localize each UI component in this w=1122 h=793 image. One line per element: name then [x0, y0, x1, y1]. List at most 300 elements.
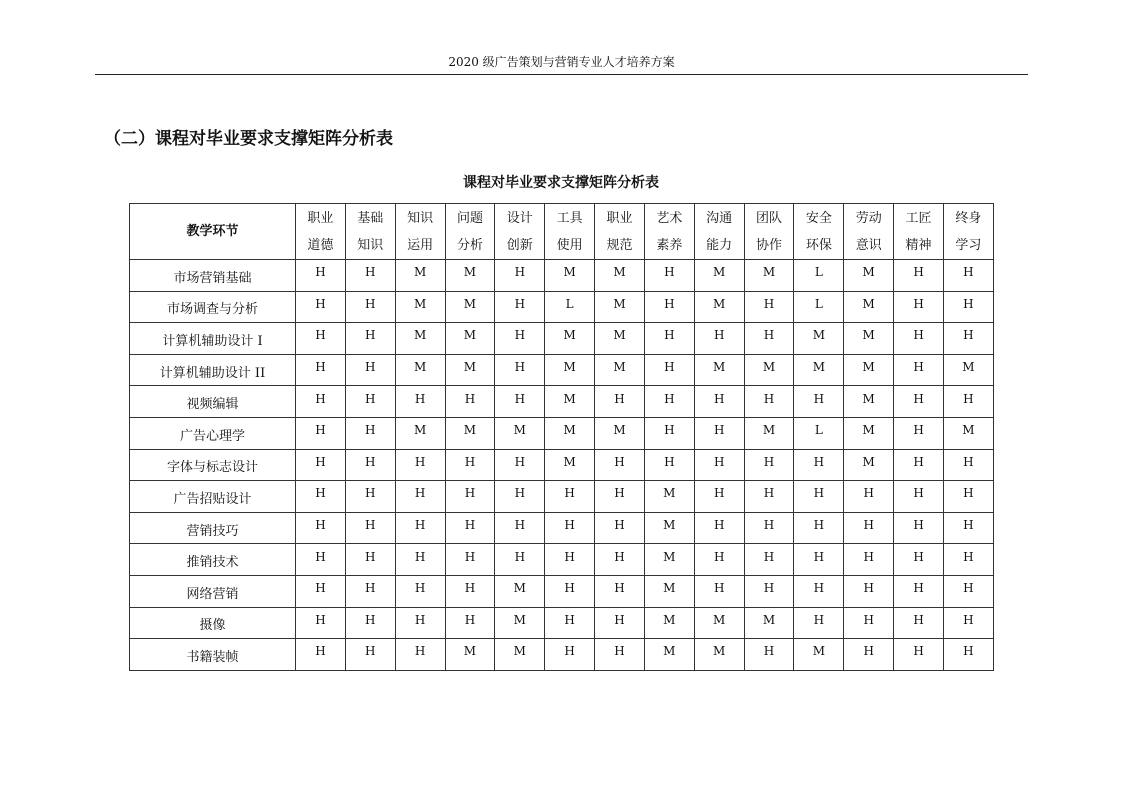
support-level-cell [844, 417, 894, 449]
support-level-cell [794, 260, 844, 292]
table-caption: 课程对毕业要求支撑矩阵分析表 [463, 175, 659, 191]
column-header-line: 意识 [855, 237, 882, 253]
support-level-cell [395, 323, 445, 355]
support-level: H [813, 518, 825, 533]
support-level-cell [644, 607, 694, 639]
support-level-cell [595, 575, 645, 607]
support-level: H [315, 612, 326, 627]
support-level: M [812, 360, 825, 375]
support-level-cell [345, 323, 395, 355]
support-level-cell [943, 639, 993, 671]
column-header-line: 问题 [456, 210, 483, 226]
support-level-cell [943, 354, 993, 386]
support-level-cell [296, 354, 346, 386]
support-level: H [963, 486, 974, 501]
table-body [130, 260, 994, 671]
support-level-cell [844, 575, 894, 607]
table-row [130, 575, 994, 607]
column-header-line: 创新 [506, 237, 533, 253]
support-level-cell [894, 481, 944, 513]
support-level: M [663, 486, 676, 501]
support-level: H [963, 391, 974, 406]
support-level: L [814, 296, 823, 311]
support-level-cell [296, 417, 346, 449]
support-level-cell [644, 260, 694, 292]
support-level-cell [644, 323, 694, 355]
column-header [894, 204, 944, 260]
support-level-cell [644, 291, 694, 323]
support-level: M [762, 265, 776, 280]
support-level-cell [694, 512, 744, 544]
column-header-line: 学习 [955, 237, 982, 253]
support-level-cell [545, 417, 595, 449]
support-level: M [713, 360, 726, 375]
support-level: H [963, 265, 974, 280]
support-level-cell [644, 575, 694, 607]
support-level: H [614, 644, 625, 659]
support-level-cell [345, 417, 395, 449]
column-header-line: 精神 [905, 237, 932, 253]
support-level: H [664, 296, 675, 311]
support-level-cell [744, 449, 794, 481]
support-level: H [564, 549, 575, 564]
support-level: M [613, 265, 626, 280]
table-row [130, 417, 994, 449]
support-level: H [813, 391, 825, 406]
support-level: M [463, 423, 477, 438]
support-level: H [913, 581, 924, 596]
column-header [694, 204, 744, 260]
support-level: H [614, 612, 625, 627]
support-level: H [614, 486, 625, 501]
column-header-line: 知识 [357, 237, 384, 253]
support-level: H [514, 549, 526, 564]
support-level: H [713, 391, 725, 406]
column-header-line: 工具 [556, 210, 583, 226]
table-row [130, 607, 994, 639]
support-level-cell [495, 354, 545, 386]
support-level: H [365, 612, 376, 627]
support-level-cell [744, 544, 794, 576]
support-level: H [564, 518, 575, 533]
support-level: H [464, 486, 476, 501]
support-level-cell [545, 323, 595, 355]
support-level: H [713, 486, 725, 501]
course-name: 广告心理学 [179, 428, 245, 444]
support-level-cell [943, 607, 993, 639]
support-level-cell [694, 449, 744, 481]
support-level: H [365, 581, 376, 596]
support-level-cell [345, 291, 395, 323]
support-level-cell [844, 354, 894, 386]
support-level: H [913, 391, 924, 406]
support-level: H [564, 486, 575, 501]
support-level-cell [744, 386, 794, 418]
support-level: H [315, 423, 326, 438]
support-level: M [713, 644, 726, 659]
support-level-cell [495, 481, 545, 513]
column-header-line: 道德 [307, 237, 334, 253]
support-level: H [614, 518, 625, 533]
support-level-cell [794, 481, 844, 513]
support-level-cell [395, 544, 445, 576]
column-header-line: 设计 [506, 210, 533, 226]
support-level: H [913, 486, 924, 501]
column-header [296, 204, 346, 260]
support-level: H [664, 328, 675, 343]
support-level-cell [395, 575, 445, 607]
support-level: H [514, 328, 526, 343]
column-header [943, 204, 993, 260]
support-level: H [464, 612, 476, 627]
support-level: M [862, 265, 875, 280]
column-header [844, 204, 894, 260]
course-name-cell [130, 323, 296, 355]
support-level: H [963, 328, 974, 343]
table-row [130, 386, 994, 418]
support-level: M [513, 644, 526, 659]
support-level: H [315, 454, 326, 469]
table-row [130, 323, 994, 355]
support-level-cell [694, 386, 744, 418]
support-level: H [514, 265, 526, 280]
support-level: H [913, 423, 924, 438]
support-level: M [463, 328, 477, 343]
support-level: H [813, 581, 825, 596]
support-level-cell [545, 449, 595, 481]
support-level-cell [694, 417, 744, 449]
support-level: M [463, 360, 477, 375]
support-level: M [613, 328, 626, 343]
column-header-line: 艺术 [656, 210, 683, 226]
course-name: 营销技巧 [186, 523, 239, 539]
course-name-cell [130, 291, 296, 323]
course-name-cell [130, 417, 296, 449]
support-level: H [913, 328, 924, 343]
support-level-cell [395, 386, 445, 418]
support-level: H [863, 518, 874, 533]
support-level: L [814, 265, 823, 280]
support-level-cell [545, 512, 595, 544]
support-level-cell [794, 575, 844, 607]
support-level: H [713, 518, 725, 533]
support-level: H [913, 644, 924, 659]
support-level: M [962, 360, 975, 375]
support-level-cell [345, 354, 395, 386]
support-level: M [413, 423, 427, 438]
course-name: 摄像 [199, 618, 226, 634]
support-level-cell [495, 575, 545, 607]
support-level: M [663, 644, 676, 659]
support-level: M [762, 612, 776, 627]
support-level: M [663, 549, 676, 564]
support-level-cell [495, 291, 545, 323]
table-row [130, 544, 994, 576]
support-level: M [962, 423, 975, 438]
support-level: M [762, 360, 776, 375]
support-level: H [963, 454, 974, 469]
course-name-cell [130, 354, 296, 386]
course-name: 广告招贴设计 [173, 491, 252, 507]
support-level: M [413, 360, 427, 375]
support-level-cell [395, 607, 445, 639]
support-level-cell [595, 544, 645, 576]
support-level: H [315, 328, 326, 343]
support-level-cell [744, 607, 794, 639]
support-level-cell [445, 575, 495, 607]
support-level: H [514, 360, 526, 375]
support-level-cell [445, 354, 495, 386]
course-name-cell [130, 386, 296, 418]
support-level: H [464, 391, 476, 406]
support-level: M [563, 454, 576, 469]
support-level: M [862, 454, 875, 469]
support-level: M [413, 265, 427, 280]
support-level-cell [495, 417, 545, 449]
support-level-cell [545, 260, 595, 292]
support-level-cell [943, 260, 993, 292]
support-level-cell [345, 639, 395, 671]
support-level: H [315, 296, 326, 311]
support-level: H [813, 486, 825, 501]
support-level: M [513, 423, 526, 438]
column-header-line: 安全 [805, 210, 832, 226]
support-level: M [713, 265, 726, 280]
support-level: M [713, 296, 726, 311]
support-level-cell [844, 449, 894, 481]
course-name: 书籍装帧 [186, 649, 239, 665]
support-level-cell [595, 260, 645, 292]
support-level: M [563, 360, 576, 375]
support-level-cell [894, 639, 944, 671]
support-level: M [862, 296, 875, 311]
support-level: H [464, 581, 476, 596]
support-level: H [664, 265, 675, 280]
support-level-cell [943, 481, 993, 513]
support-level-cell [495, 607, 545, 639]
column-header-line: 知识 [407, 210, 434, 226]
support-level-cell [943, 544, 993, 576]
support-level: M [563, 328, 576, 343]
column-header-line: 协作 [756, 237, 783, 253]
column-header-line: 基础 [357, 210, 384, 226]
support-level: H [963, 612, 974, 627]
support-level-cell [296, 449, 346, 481]
support-level: H [514, 518, 526, 533]
support-level-cell [943, 323, 993, 355]
support-level-cell [545, 354, 595, 386]
support-level: M [463, 644, 477, 659]
support-level: M [513, 612, 526, 627]
support-level-cell [894, 512, 944, 544]
support-level-cell [345, 512, 395, 544]
support-level-cell [694, 575, 744, 607]
course-name-cell [130, 512, 296, 544]
support-level-cell [445, 386, 495, 418]
support-level-cell [595, 323, 645, 355]
support-level-cell [345, 386, 395, 418]
column-header [545, 204, 595, 260]
support-level: M [812, 328, 825, 343]
support-level-cell [345, 544, 395, 576]
support-level-cell [545, 291, 595, 323]
support-level: H [664, 423, 675, 438]
table-row [130, 639, 994, 671]
support-level-cell [495, 512, 545, 544]
support-level-cell [744, 260, 794, 292]
support-level-cell [844, 291, 894, 323]
course-name: 计算机辅助设计 I [162, 333, 263, 349]
support-level-cell [296, 386, 346, 418]
support-level-cell [395, 417, 445, 449]
support-level-cell [595, 512, 645, 544]
table-row [130, 512, 994, 544]
support-level: H [315, 518, 326, 533]
support-level-cell [595, 291, 645, 323]
support-level-cell [794, 386, 844, 418]
support-level: H [464, 454, 476, 469]
course-name: 市场调查与分析 [166, 302, 258, 318]
support-level-cell [395, 291, 445, 323]
column-header-line: 终身 [955, 210, 982, 226]
support-level-cell [445, 449, 495, 481]
support-level-cell [694, 260, 744, 292]
support-level-cell [894, 291, 944, 323]
column-header [794, 204, 844, 260]
support-level: M [862, 328, 875, 343]
support-level: H [315, 391, 326, 406]
support-level-cell [445, 512, 495, 544]
support-level: H [365, 296, 376, 311]
support-level: H [763, 454, 775, 469]
support-level-cell [744, 512, 794, 544]
column-header-line: 分析 [456, 237, 483, 253]
support-level: H [913, 612, 924, 627]
support-level: H [315, 265, 326, 280]
course-name: 计算机辅助设计 II [159, 365, 266, 381]
support-level: H [614, 391, 625, 406]
support-level: H [564, 644, 575, 659]
support-level: H [315, 581, 326, 596]
table-row [130, 260, 994, 292]
support-level-cell [445, 639, 495, 671]
support-level: H [564, 581, 575, 596]
support-level-cell [744, 417, 794, 449]
column-header [445, 204, 495, 260]
support-level: H [365, 391, 376, 406]
support-level: H [963, 581, 974, 596]
course-name: 视频编辑 [186, 397, 239, 413]
support-level: H [664, 391, 675, 406]
support-level-cell [345, 449, 395, 481]
support-level-cell [694, 291, 744, 323]
course-name: 字体与标志设计 [166, 460, 258, 476]
support-level: H [763, 549, 775, 564]
support-level: M [663, 518, 676, 533]
support-level-cell [894, 323, 944, 355]
support-level-cell [894, 417, 944, 449]
support-level-cell [694, 481, 744, 513]
support-level-cell [296, 481, 346, 513]
support-level: H [464, 549, 476, 564]
support-level-cell [445, 260, 495, 292]
support-level-cell [794, 607, 844, 639]
support-level: L [565, 296, 574, 311]
column-header-line: 能力 [706, 237, 733, 253]
support-level-cell [345, 607, 395, 639]
corner-header-cell: 教学环节 [130, 204, 296, 260]
support-level-cell [644, 417, 694, 449]
support-level: H [813, 612, 825, 627]
support-level-cell [694, 544, 744, 576]
support-level: H [763, 518, 775, 533]
support-level: M [812, 644, 825, 659]
section-heading: （二）课程对毕业要求支撑矩阵分析表 [104, 129, 393, 149]
support-level-cell [345, 260, 395, 292]
support-level: H [664, 360, 675, 375]
support-level: M [762, 423, 776, 438]
support-level: H [614, 454, 625, 469]
column-header-line: 使用 [556, 237, 583, 253]
support-level-cell [844, 481, 894, 513]
header-row [130, 204, 994, 260]
column-header-line: 规范 [606, 237, 633, 253]
support-level-cell [744, 323, 794, 355]
support-level: H [365, 360, 376, 375]
support-level-cell [495, 639, 545, 671]
support-level: M [663, 581, 676, 596]
support-level-cell [794, 544, 844, 576]
support-level: H [813, 549, 825, 564]
support-level-cell [894, 260, 944, 292]
table-row [130, 481, 994, 513]
support-level: M [463, 296, 477, 311]
course-name-cell [130, 575, 296, 607]
support-level: M [463, 265, 477, 280]
support-level: H [963, 644, 974, 659]
support-level-cell [395, 639, 445, 671]
support-level-cell [595, 481, 645, 513]
support-level-cell [296, 639, 346, 671]
table-row [130, 354, 994, 386]
support-level-cell [445, 417, 495, 449]
support-level-cell [595, 354, 645, 386]
support-level-cell [495, 260, 545, 292]
support-level-cell [495, 449, 545, 481]
support-level: H [414, 454, 426, 469]
support-level-cell [644, 544, 694, 576]
support-level: H [913, 296, 924, 311]
support-level-cell [545, 544, 595, 576]
table-row [130, 291, 994, 323]
support-level-cell [595, 386, 645, 418]
support-level-cell [495, 386, 545, 418]
support-level-cell [894, 544, 944, 576]
support-level: H [763, 296, 775, 311]
support-level-cell [445, 607, 495, 639]
course-name-cell [130, 639, 296, 671]
support-level-cell [744, 354, 794, 386]
support-level-cell [296, 512, 346, 544]
column-header-line: 团队 [756, 210, 783, 226]
support-level-cell [395, 260, 445, 292]
column-header-line: 工匠 [905, 210, 932, 226]
support-level: H [365, 549, 376, 564]
support-level: M [663, 612, 676, 627]
support-level-cell [694, 323, 744, 355]
support-level-cell [744, 639, 794, 671]
support-level: M [563, 391, 576, 406]
